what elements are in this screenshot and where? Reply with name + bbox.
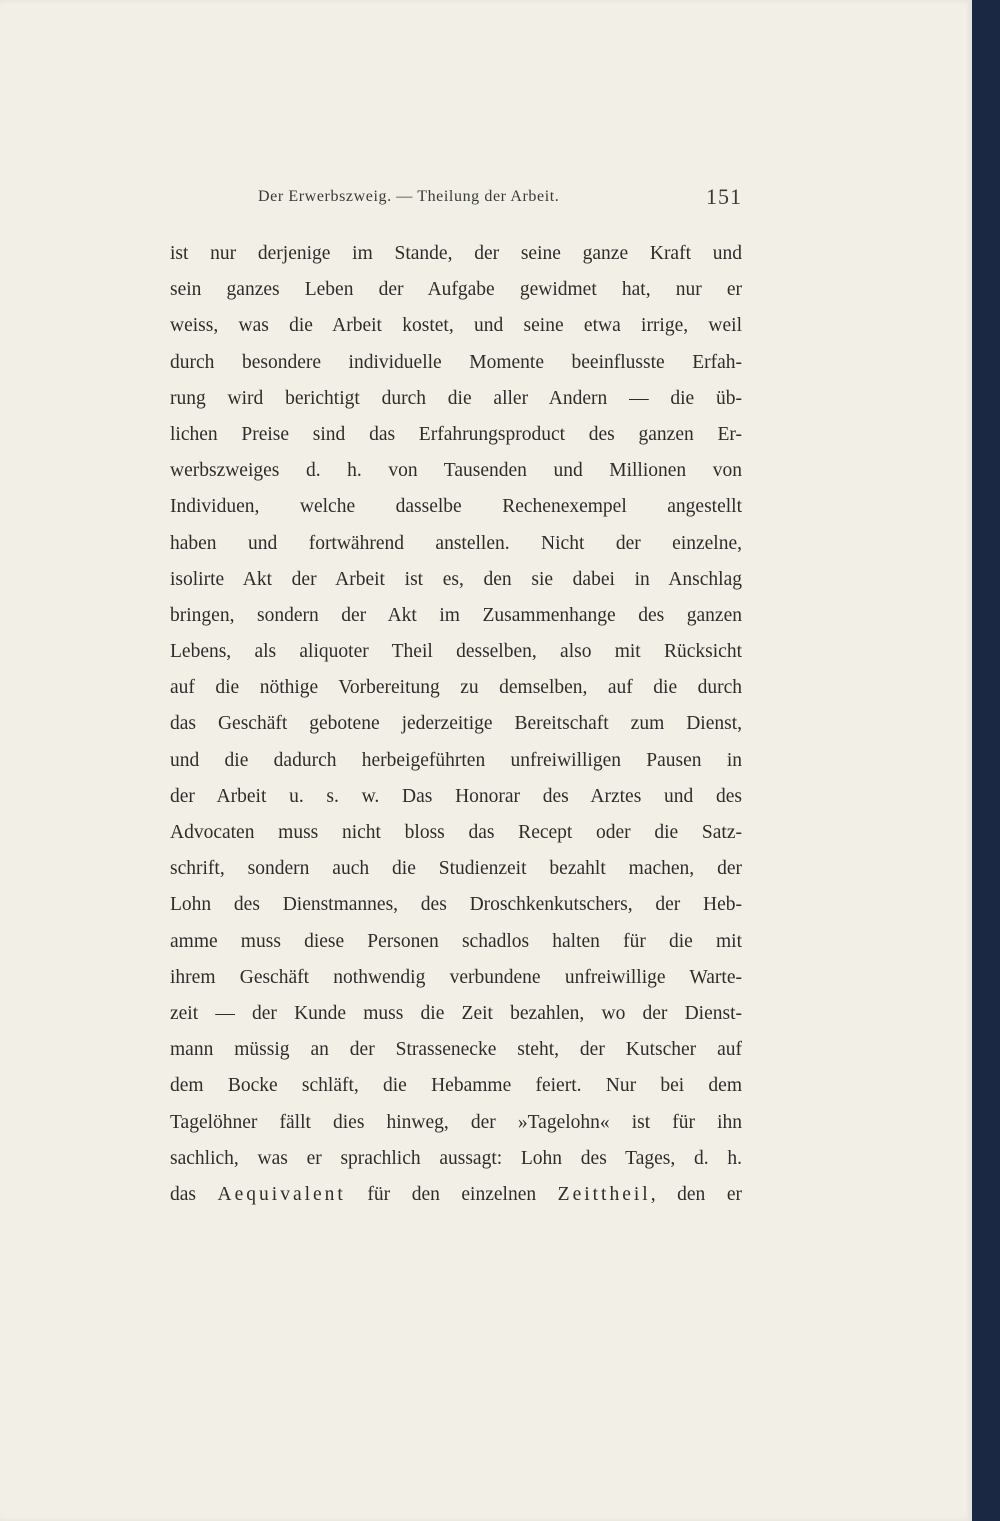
text-line: Advocaten muss nicht bloss das Recept oder die Satz-	[170, 822, 742, 843]
text-line: Individuen, welche dasselbe Rechenexempel angestellt	[170, 496, 742, 518]
text-line: das Geschäft gebotene jederzeitige Bereitschaft zum Dienst,	[170, 713, 742, 735]
page-number: 151	[706, 184, 742, 209]
text-line: ist nur derjenige im Stande, der seine ganze Kraft und	[170, 243, 742, 264]
running-title: Der Erwerbszweig. — Theilung der Arbeit.	[258, 188, 560, 205]
running-head	[258, 186, 758, 216]
text-line: weiss, was die Arbeit kostet, und seine etwa irrige, weil	[170, 315, 742, 337]
scan-background-edge	[972, 0, 1000, 1521]
text-line: durch besondere individuelle Momente beeinflusste Erfah-	[170, 351, 742, 373]
spaced-word-aequivalent: Aequivalent	[217, 1183, 346, 1205]
text-line: dem Bocke schläft, die Hebamme feiert. Nur bei dem	[170, 1075, 742, 1097]
last-line-start: das	[170, 1183, 196, 1205]
text-line: Tagelöhner fällt dies hinweg, der »Tagelohn« ist für ihn	[170, 1111, 742, 1133]
text-line: Lebens, als aliquoter Theil desselben, also mit Rücksicht	[170, 641, 742, 663]
text-line: Lohn des Dienstmannes, des Droschkenkutschers, der Heb-	[170, 894, 742, 916]
spaced-word-zeittheil: Zeittheil	[557, 1183, 651, 1205]
text-line: mann müssig an der Strassenecke steht, der Kutscher auf	[170, 1039, 742, 1061]
text-line-last	[170, 1177, 742, 1213]
text-line: auf die nöthige Vorbereitung zu demselben, auf die durch	[170, 677, 742, 699]
body-text	[170, 236, 742, 1213]
text-line: lichen Preise sind das Erfahrungsproduct des ganzen Er-	[170, 423, 742, 445]
last-line-middle: für den einzelnen	[367, 1183, 537, 1205]
text-line: und die dadurch herbeigeführten unfreiwilligen Pausen in	[170, 749, 742, 771]
text-line: ihrem Geschäft nothwendig verbundene unfreiwillige Warte-	[170, 966, 742, 988]
text-line: bringen, sondern der Akt im Zusammenhange des ganzen	[170, 604, 742, 626]
text-line: isolirte Akt der Arbeit ist es, den sie dabei in Anschlag	[170, 568, 742, 590]
text-line: der Arbeit u. s. w. Das Honorar des Arztes und des	[170, 785, 742, 807]
last-line-end: , den er	[650, 1183, 742, 1205]
text-line: sachlich, was er sprachlich aussagt: Lohn des Tages, d. h.	[170, 1147, 742, 1169]
text-line: haben und fortwährend anstellen. Nicht der einzelne,	[170, 532, 742, 554]
text-line: zeit — der Kunde muss die Zeit bezahlen, wo der Dienst-	[170, 1002, 742, 1024]
text-line: amme muss diese Personen schadlos halten für die mit	[170, 930, 742, 952]
text-line: rung wird berichtigt durch die aller Andern — die üb-	[170, 387, 742, 409]
text-line: schrift, sondern auch die Studienzeit bezahlt machen, der	[170, 858, 742, 880]
text-line: werbszweiges d. h. von Tausenden und Millionen von	[170, 460, 742, 482]
text-line: sein ganzes Leben der Aufgabe gewidmet hat, nur er	[170, 279, 742, 301]
